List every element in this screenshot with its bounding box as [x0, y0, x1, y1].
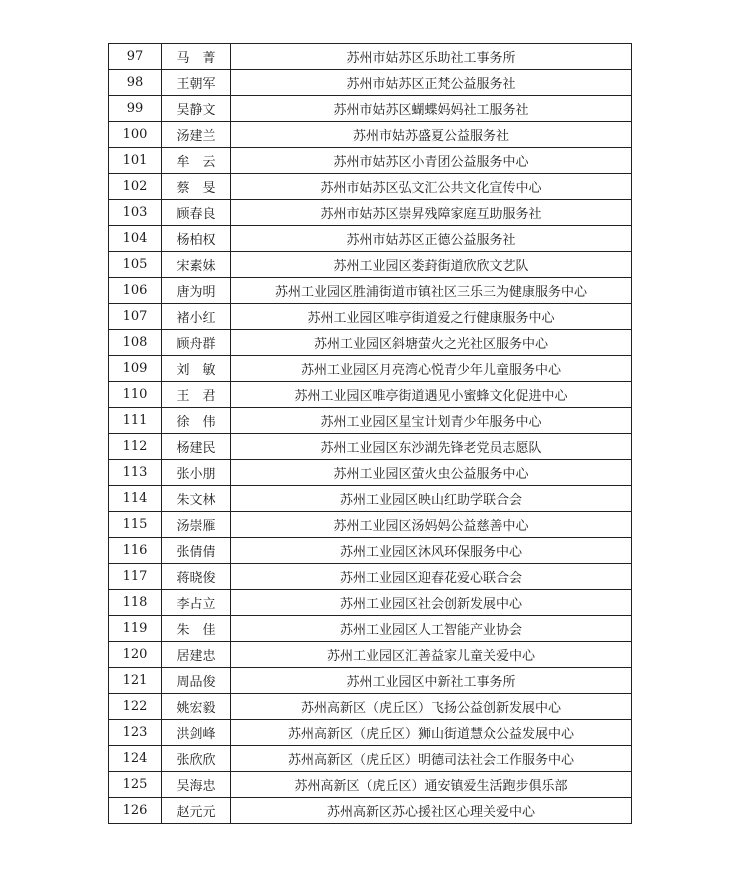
organization-name-cell: 苏州工业园区萤火虫公益服务中心 — [231, 460, 632, 486]
organization-name-cell: 苏州高新区苏心援社区心理关爱中心 — [231, 798, 632, 824]
organization-name-cell: 苏州市姑苏区正梵公益服务社 — [231, 70, 632, 96]
table-row — [109, 44, 632, 70]
person-name-cell: 杨建民 — [162, 434, 231, 460]
person-name-cell: 褚小红 — [162, 304, 231, 330]
organization-name-cell: 苏州高新区（虎丘区）通安镇爱生活跑步俱乐部 — [231, 772, 632, 798]
person-name-cell: 张倩倩 — [162, 538, 231, 564]
table-row — [109, 278, 632, 304]
row-number-cell: 124 — [109, 746, 162, 772]
person-name-cell: 朱文林 — [162, 486, 231, 512]
row-number-cell: 103 — [109, 200, 162, 226]
table-row — [109, 122, 632, 148]
table-row — [109, 772, 632, 798]
table-row — [109, 148, 632, 174]
person-name-cell: 王 君 — [162, 382, 231, 408]
table-row — [109, 538, 632, 564]
person-name-cell: 汤崇雁 — [162, 512, 231, 538]
table-row — [109, 564, 632, 590]
person-name-cell: 周品俊 — [162, 668, 231, 694]
table-row — [109, 200, 632, 226]
person-name-cell: 牟 云 — [162, 148, 231, 174]
table-row — [109, 96, 632, 122]
person-name-cell: 朱 佳 — [162, 616, 231, 642]
organization-name-cell: 苏州工业园区汤妈妈公益慈善中心 — [231, 512, 632, 538]
row-number-cell: 98 — [109, 70, 162, 96]
organization-name-cell: 苏州工业园区映山红助学联合会 — [231, 486, 632, 512]
table-row — [109, 434, 632, 460]
organization-name-cell: 苏州工业园区汇善益家儿童关爱中心 — [231, 642, 632, 668]
table-row — [109, 668, 632, 694]
row-number-cell: 116 — [109, 538, 162, 564]
organization-name-cell: 苏州工业园区月亮湾心悦青少年儿童服务中心 — [231, 356, 632, 382]
organization-name-cell: 苏州高新区（虎丘区）飞扬公益创新发展中心 — [231, 694, 632, 720]
person-name-cell: 蔡 旻 — [162, 174, 231, 200]
table-row — [109, 382, 632, 408]
person-name-cell: 姚宏毅 — [162, 694, 231, 720]
row-number-cell: 115 — [109, 512, 162, 538]
row-number-cell: 118 — [109, 590, 162, 616]
table-row — [109, 252, 632, 278]
table-row — [109, 616, 632, 642]
roster-table-body — [109, 44, 632, 824]
organization-name-cell: 苏州市姑苏区蝴蝶妈妈社工服务社 — [231, 96, 632, 122]
person-name-cell: 张小朋 — [162, 460, 231, 486]
row-number-cell: 106 — [109, 278, 162, 304]
row-number-cell: 108 — [109, 330, 162, 356]
row-number-cell: 117 — [109, 564, 162, 590]
person-name-cell: 唐为明 — [162, 278, 231, 304]
row-number-cell: 114 — [109, 486, 162, 512]
table-row — [109, 486, 632, 512]
organization-name-cell: 苏州市姑苏区正德公益服务社 — [231, 226, 632, 252]
organization-name-cell: 苏州工业园区胜浦街道市镇社区三乐三为健康服务中心 — [231, 278, 632, 304]
row-number-cell: 126 — [109, 798, 162, 824]
row-number-cell: 99 — [109, 96, 162, 122]
person-name-cell: 徐 伟 — [162, 408, 231, 434]
row-number-cell: 125 — [109, 772, 162, 798]
person-name-cell: 顾舟群 — [162, 330, 231, 356]
table-row — [109, 720, 632, 746]
row-number-cell: 104 — [109, 226, 162, 252]
organization-name-cell: 苏州工业园区星宝计划青少年服务中心 — [231, 408, 632, 434]
person-name-cell: 蒋晓俊 — [162, 564, 231, 590]
table-row — [109, 694, 632, 720]
person-name-cell: 李占立 — [162, 590, 231, 616]
table-row — [109, 460, 632, 486]
table-row — [109, 174, 632, 200]
table-row — [109, 356, 632, 382]
person-name-cell: 顾春良 — [162, 200, 231, 226]
row-number-cell: 111 — [109, 408, 162, 434]
table-row — [109, 746, 632, 772]
person-name-cell: 居建忠 — [162, 642, 231, 668]
person-name-cell: 吴海忠 — [162, 772, 231, 798]
row-number-cell: 101 — [109, 148, 162, 174]
row-number-cell: 112 — [109, 434, 162, 460]
table-row — [109, 798, 632, 824]
table-row — [109, 642, 632, 668]
row-number-cell: 107 — [109, 304, 162, 330]
organization-name-cell: 苏州工业园区人工智能产业协会 — [231, 616, 632, 642]
person-name-cell: 吴静文 — [162, 96, 231, 122]
table-row — [109, 226, 632, 252]
organization-name-cell: 苏州工业园区唯亭街道爱之行健康服务中心 — [231, 304, 632, 330]
person-name-cell: 杨柏权 — [162, 226, 231, 252]
organization-name-cell: 苏州市姑苏区崇昇残障家庭互助服务社 — [231, 200, 632, 226]
table-row — [109, 330, 632, 356]
organization-name-cell: 苏州工业园区沐风环保服务中心 — [231, 538, 632, 564]
table-row — [109, 408, 632, 434]
row-number-cell: 120 — [109, 642, 162, 668]
person-name-cell: 马 菁 — [162, 44, 231, 70]
roster-table — [108, 43, 632, 824]
row-number-cell: 105 — [109, 252, 162, 278]
row-number-cell: 123 — [109, 720, 162, 746]
row-number-cell: 100 — [109, 122, 162, 148]
organization-name-cell: 苏州工业园区娄葑街道欣欣文艺队 — [231, 252, 632, 278]
table-row — [109, 590, 632, 616]
person-name-cell: 汤建兰 — [162, 122, 231, 148]
row-number-cell: 113 — [109, 460, 162, 486]
row-number-cell: 109 — [109, 356, 162, 382]
row-number-cell: 110 — [109, 382, 162, 408]
row-number-cell: 122 — [109, 694, 162, 720]
person-name-cell: 赵元元 — [162, 798, 231, 824]
organization-name-cell: 苏州工业园区斜塘萤火之光社区服务中心 — [231, 330, 632, 356]
person-name-cell: 宋素妹 — [162, 252, 231, 278]
row-number-cell: 119 — [109, 616, 162, 642]
row-number-cell: 121 — [109, 668, 162, 694]
person-name-cell: 王朝军 — [162, 70, 231, 96]
person-name-cell: 张欣欣 — [162, 746, 231, 772]
table-row — [109, 70, 632, 96]
table-row — [109, 304, 632, 330]
organization-name-cell: 苏州市姑苏区乐助社工事务所 — [231, 44, 632, 70]
organization-name-cell: 苏州市姑苏盛夏公益服务社 — [231, 122, 632, 148]
organization-name-cell: 苏州工业园区迎春花爱心联合会 — [231, 564, 632, 590]
row-number-cell: 97 — [109, 44, 162, 70]
organization-name-cell: 苏州高新区（虎丘区）狮山街道慧众公益发展中心 — [231, 720, 632, 746]
person-name-cell: 洪剑峰 — [162, 720, 231, 746]
organization-name-cell: 苏州市姑苏区弘文汇公共文化宣传中心 — [231, 174, 632, 200]
row-number-cell: 102 — [109, 174, 162, 200]
organization-name-cell: 苏州工业园区中新社工事务所 — [231, 668, 632, 694]
person-name-cell: 刘 敏 — [162, 356, 231, 382]
organization-name-cell: 苏州工业园区东沙湖先锋老党员志愿队 — [231, 434, 632, 460]
organization-name-cell: 苏州工业园区社会创新发展中心 — [231, 590, 632, 616]
organization-name-cell: 苏州工业园区唯亭街道遇见小蜜蜂文化促进中心 — [231, 382, 632, 408]
organization-name-cell: 苏州市姑苏区小青团公益服务中心 — [231, 148, 632, 174]
organization-name-cell: 苏州高新区（虎丘区）明德司法社会工作服务中心 — [231, 746, 632, 772]
table-row — [109, 512, 632, 538]
